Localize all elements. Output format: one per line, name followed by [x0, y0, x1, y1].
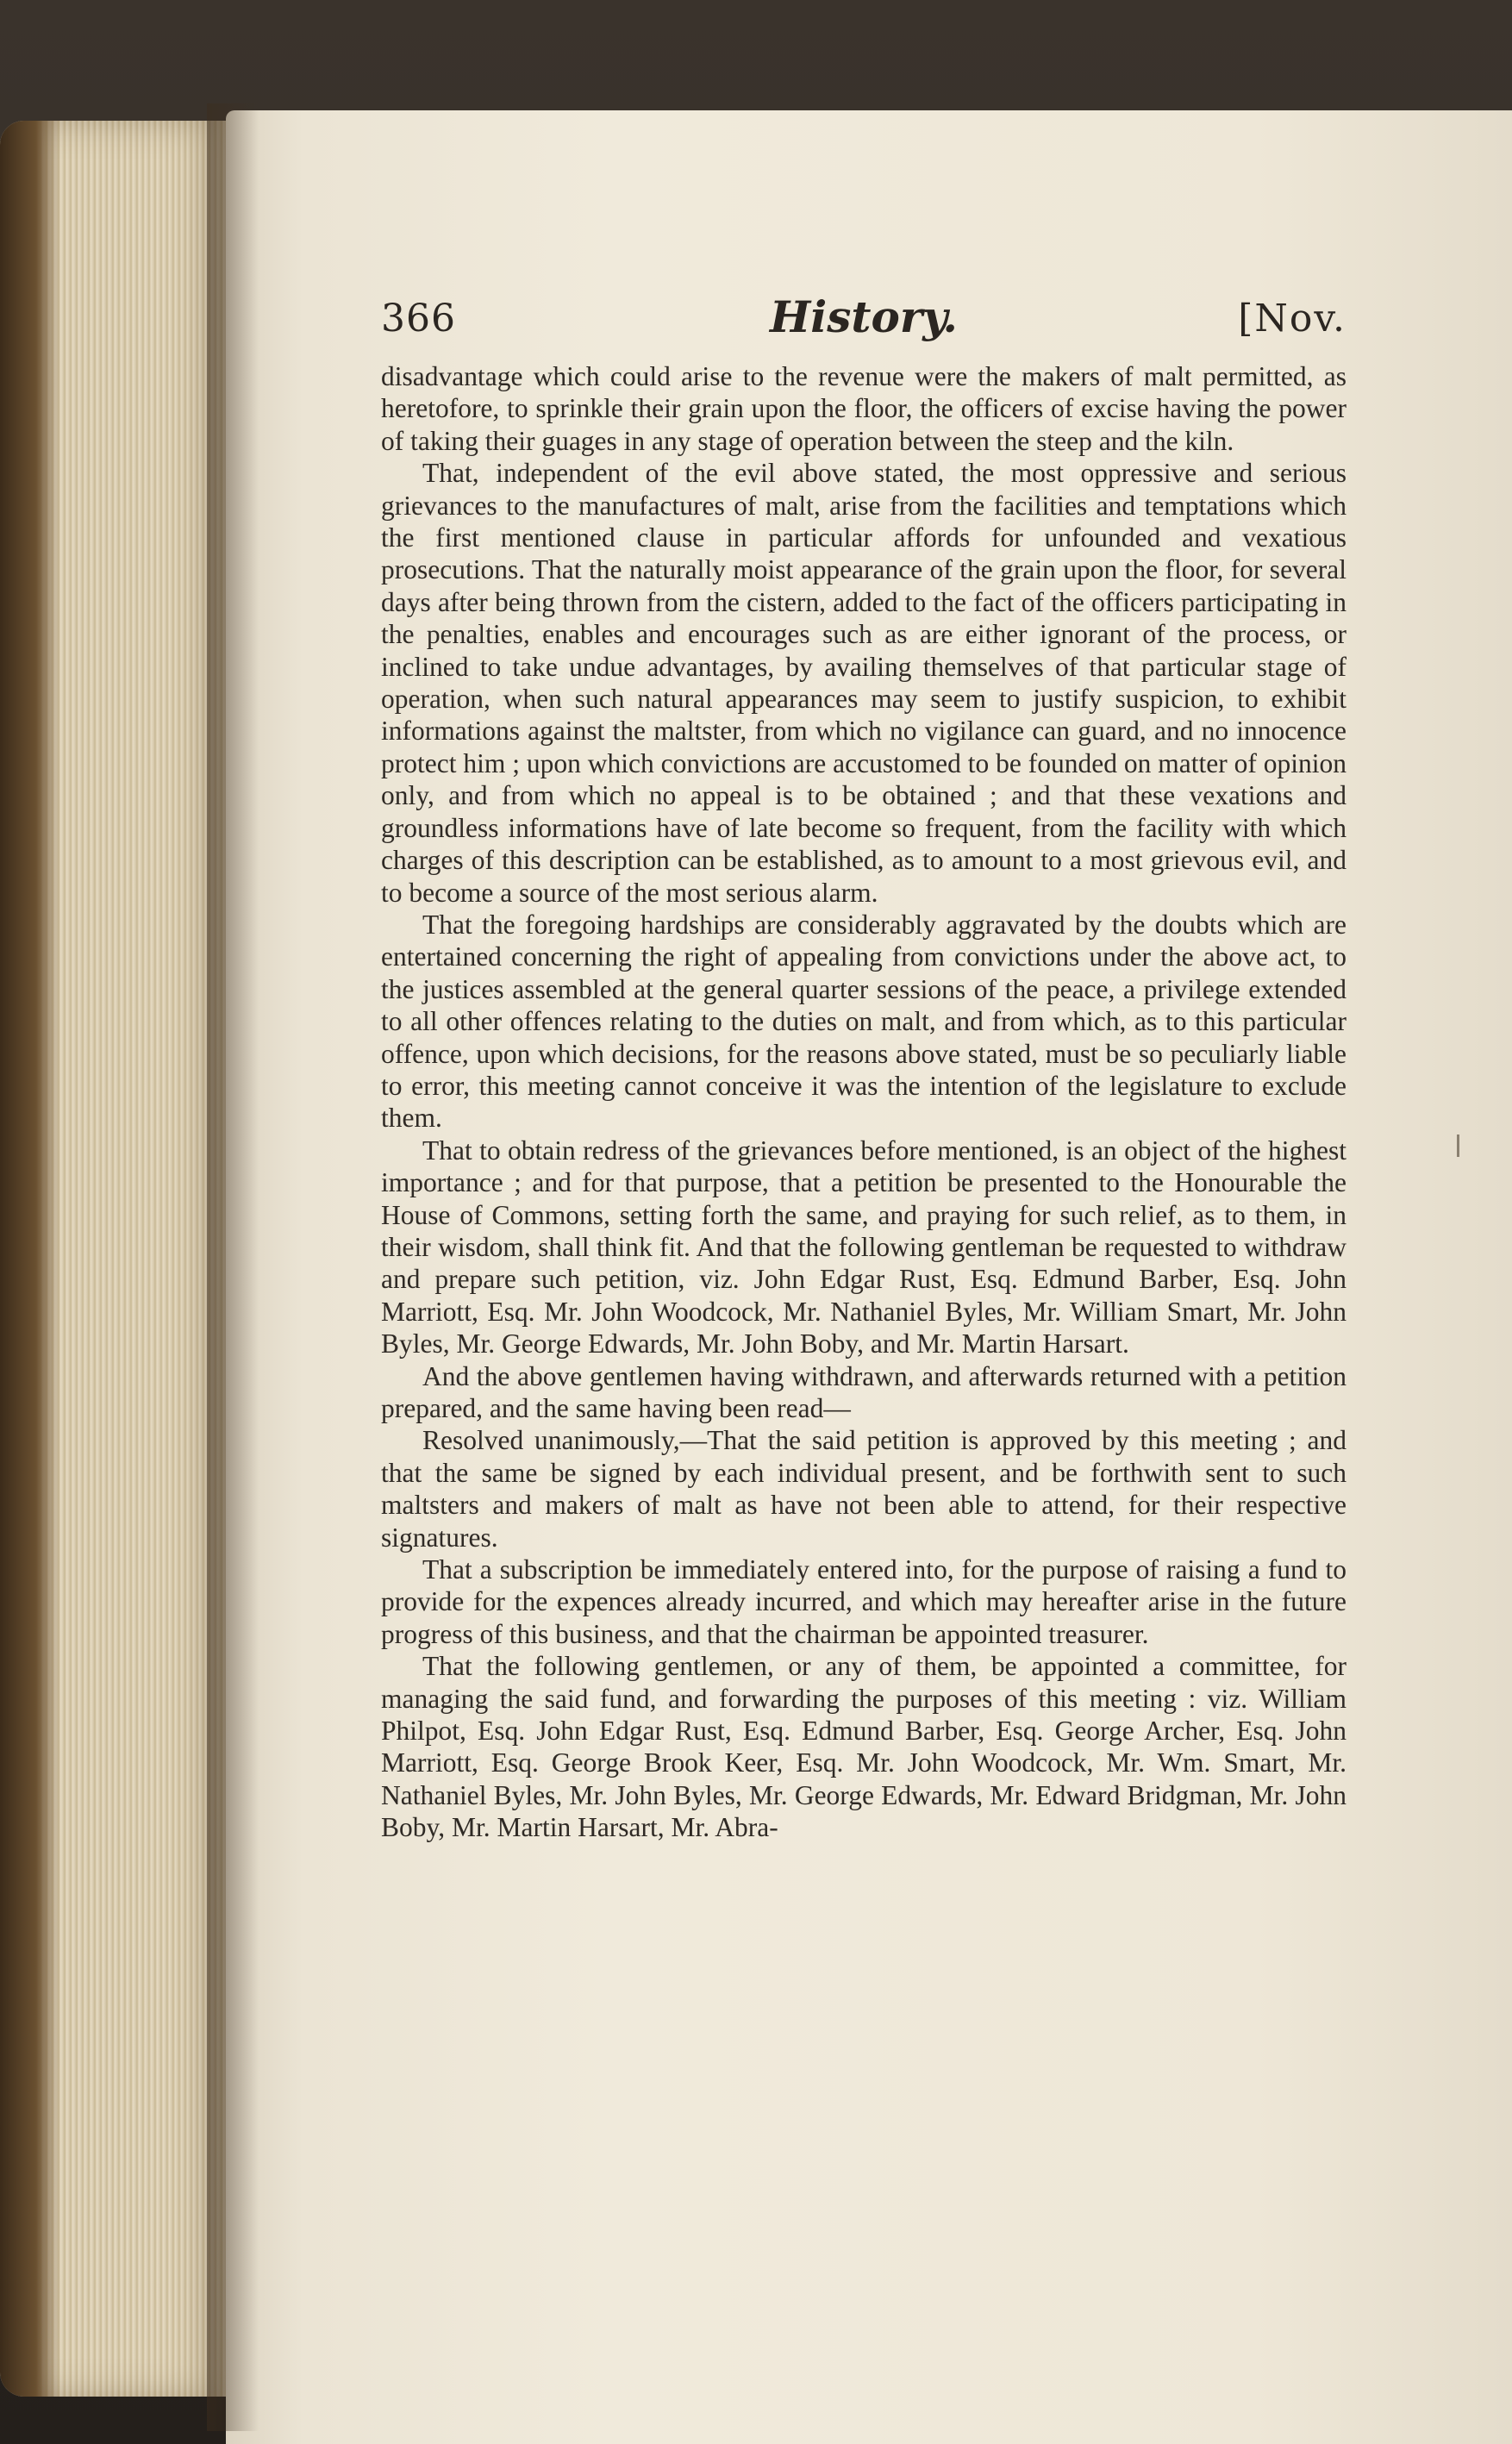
running-head: [381, 291, 1346, 360]
paragraph: And the above gentlemen having withdrawn, and afterwards returned with a petition prepared, and the same having been read—: [381, 1360, 1346, 1423]
paragraph: Resolved unanimously,—That the said petition is approved by this meeting ; and that the same be signed by each individual present, and be forthwith sent to such maltsters and makers of malt as have not been able to attend, for their respective signatures.: [381, 1425, 1346, 1553]
paragraph: That the following gentlemen, or any of them, be appointed a committee, for managing the said fund, and forwarding the purposes of this meeting : viz. William Philpot, Esq. John Edgar Rust, Esq. Edmund Barber, Esq. George Archer, Esq. John Marriott, Esq. George Brook Keer, Esq. Mr. John Woodcock, Mr. Wm. Smart, Mr. Nathaniel Byles, Mr. John Byles, Mr. George Edwards, Mr. Edward Bridgman, Mr. John Boby, Mr. Martin Harsart, Mr. Abra-: [381, 1651, 1346, 1843]
paragraph: That the foregoing hardships are considerably aggravated by the doubts which are entertained concerning the right of appealing from convictions under the above act, to the justices assembled at the general quarter sessions of the peace, a privilege extended to all other offences relating to the duties on malt, and from which, as to this particular offence, upon which decisions, for the reasons above stated, must be so peculiarly liable to error, this meeting cannot conceive it was the intention of the legislature to exclude them.: [381, 909, 1346, 1134]
margin-mark: [1457, 1134, 1459, 1157]
paragraph: disadvantage which could arise to the revenue were the makers of malt permitted, as heretofore, to sprinkle their grain upon the floor, the officers of excise having the power of taking their guages in any stage of operation between the steep and the kiln.: [381, 361, 1346, 456]
text-block: [381, 291, 1346, 1844]
running-month: [Nov.: [1238, 297, 1346, 341]
gutter-shadow: [207, 103, 259, 2431]
paragraph: That, independent of the evil above stated, the most oppressive and serious grievances to the manufactures of malt, arise from the facilities and temptations which the first mentioned clause in particular affords for unfounded and vexatious prosecutions. That the naturally moist appearance of the grain upon the floor, for several days after being thrown from the cistern, added to the fact of the officers participating in the penalties, enables and encourages such as are either ignorant of the process, or inclined to take undue advantages, by availing themselves of that particular stage of operation, when such natural appearances may seem to justify suspicion, to exhibit informations against the maltster, from which no vigilance can guard, and no innocence protect him ; upon which convictions are accustomed to be founded on matter of opinion only, and from which no appeal is to be obtained ; and that these vexations and groundless informations have of late become so frequent, from the facility with which charges of this description can be established, as to amount to a most grievous evil, and to become a source of the most serious alarm.: [381, 458, 1346, 908]
book-cover-edge: [0, 121, 60, 2397]
page-number: 366: [381, 297, 456, 341]
running-title: History.: [770, 291, 958, 342]
body-text: [381, 360, 1346, 1844]
paragraph: That to obtain redress of the grievances before mentioned, is an object of the highest importance ; and for that purpose, that a petition be presented to the Honourable the House of Commons, setting forth the same, and praying for such relief, as to them, in their wisdom, shall think fit. And that the following gentleman be requested to withdraw and prepare such petition, viz. John Edgar Rust, Esq. Edmund Barber, Esq. John Marriott, Esq. Mr. John Woodcock, Mr. Nathaniel Byles, Mr. William Smart, Mr. John Byles, Mr. George Edwards, Mr. John Boby, and Mr. Martin Harsart.: [381, 1134, 1346, 1360]
paragraph: That a subscription be immediately entered into, for the purpose of raising a fund to provide for the expences already incurred, and which may hereafter arise in the future progress of this business, and that the chairman be appointed treasurer.: [381, 1554, 1346, 1649]
book-page: [226, 110, 1512, 2444]
